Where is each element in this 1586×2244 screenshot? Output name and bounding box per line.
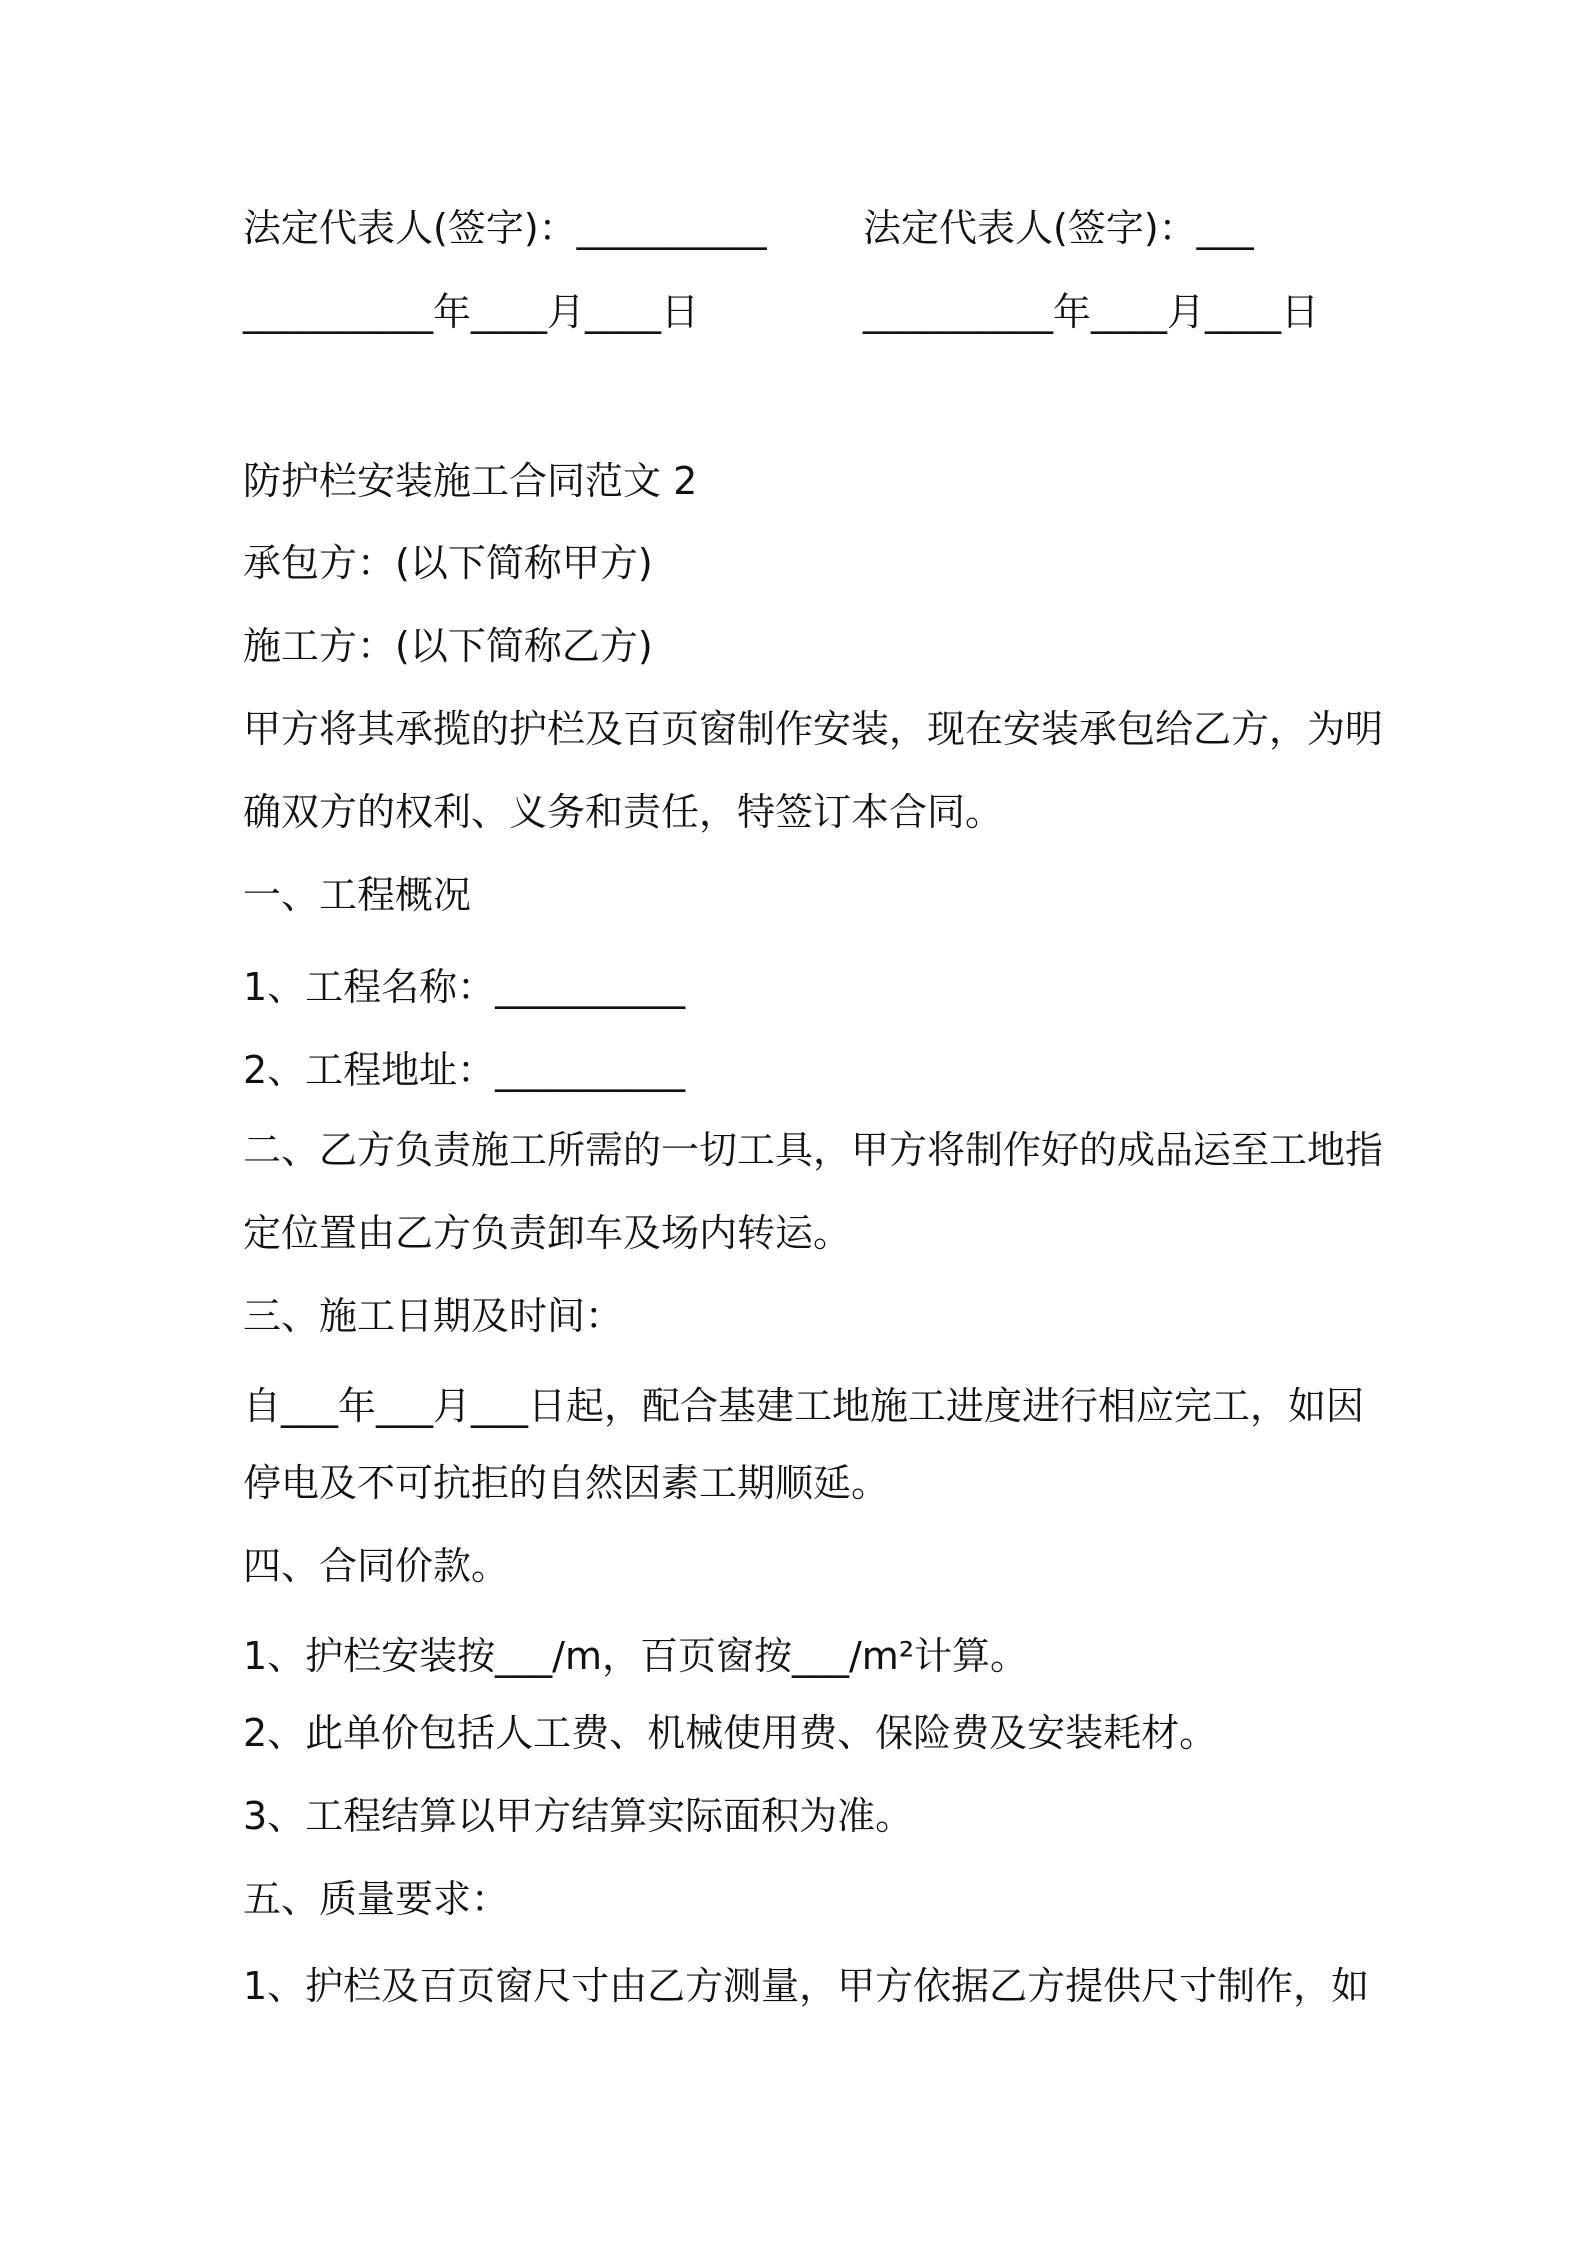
- section-heading: 三、施工日期及时间：: [243, 1294, 624, 1338]
- section-heading: 二、乙方负责施工所需的一切工具，甲方将制作好的成品运至工地指: [243, 1128, 1384, 1172]
- party-b-representative: 法定代表人(签字)：___: [863, 206, 1254, 250]
- signature-rep-row: [243, 202, 1363, 254]
- paragraph-line: 2、工程地址：__________: [243, 1048, 686, 1092]
- paragraph-line: 确双方的权利、义务和责任，特签订本合同。: [243, 790, 1004, 834]
- paragraph-line: 2、此单价包括人工费、机械使用费、保险费及安装耗材。: [243, 1711, 1218, 1755]
- paragraph-line: 1、工程名称：__________: [243, 965, 686, 1009]
- paragraph-line: 承包方：(以下简称甲方): [243, 541, 653, 585]
- paragraph-line: 1、护栏及百页窗尺寸由乙方测量，甲方依据乙方提供尺寸制作，如: [243, 1964, 1370, 2008]
- section-heading: 一、工程概况: [243, 873, 472, 917]
- paragraph-line: 自___年___月___日起，配合基建工地施工进度进行相应完工，如因: [243, 1384, 1365, 1428]
- section-heading: 五、质量要求：: [243, 1877, 510, 1921]
- paragraph-line: 施工方：(以下简称乙方): [243, 624, 653, 668]
- paragraph-line: 定位置由乙方负责卸车及场内转运。: [243, 1211, 852, 1255]
- signature-date-row: [243, 286, 1363, 338]
- paragraph-line: 1、护栏安装按___/m，百页窗按___/m²计算。: [243, 1634, 1029, 1678]
- party-b-date: __________年____月____日: [863, 290, 1320, 334]
- paragraph-line: 3、工程结算以甲方结算实际面积为准。: [243, 1794, 914, 1838]
- paragraph-line: 停电及不可抗拒的自然因素工期顺延。: [243, 1461, 890, 1505]
- party-a-representative: 法定代表人(签字)：__________: [243, 206, 767, 250]
- paragraph-line: 甲方将其承揽的护栏及百页窗制作安装，现在安装承包给乙方，为明: [243, 707, 1384, 751]
- party-a-date: __________年____月____日: [243, 290, 700, 334]
- section-heading: 四、合同价款。: [243, 1544, 510, 1588]
- contract-title: 防护栏安装施工合同范文 2: [243, 459, 698, 503]
